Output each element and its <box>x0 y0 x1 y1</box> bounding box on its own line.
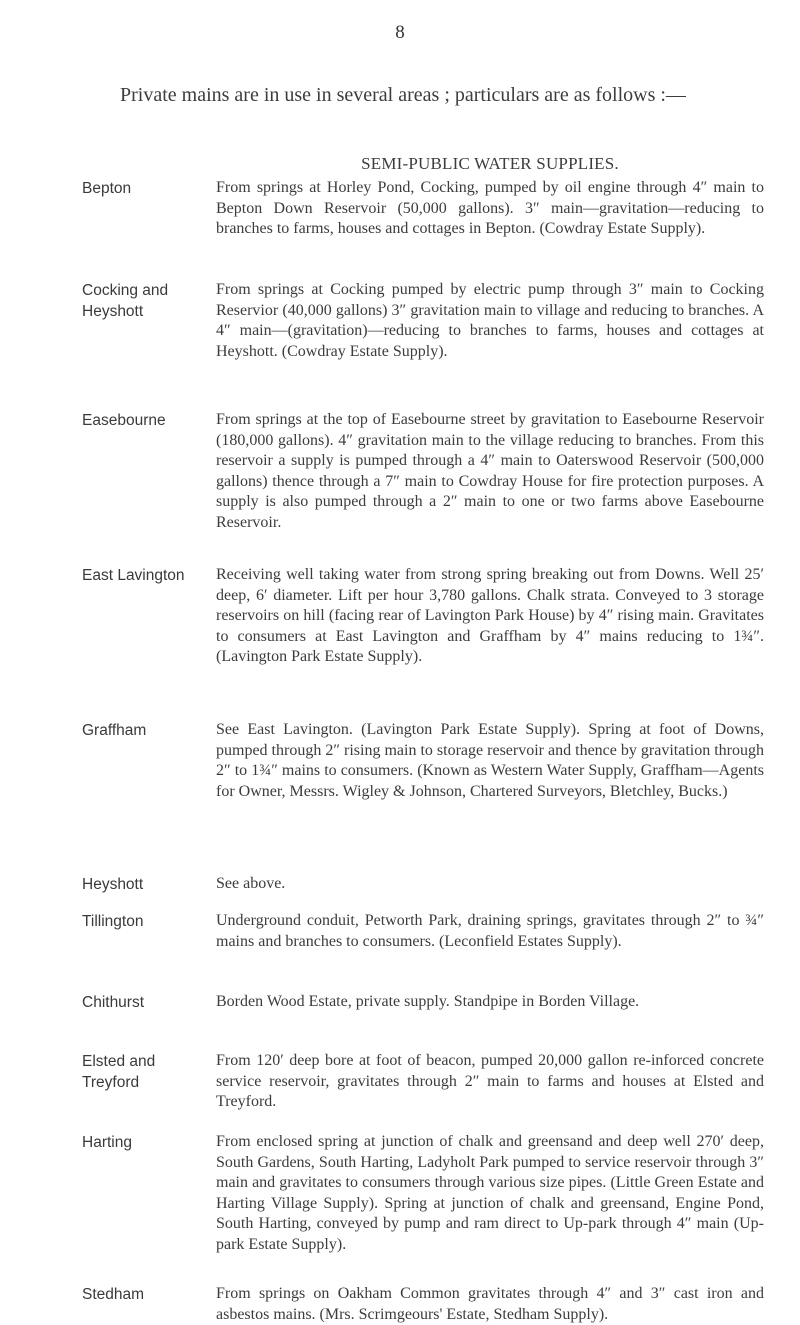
place-name: East Lavington <box>82 567 185 584</box>
entry-description: From 120′ deep bore at foot of beacon, pumped 20,000 gallon re-inforced concrete service reservoir, gravitates through 2″ main to farms and houses at Elsted and Treyford. <box>216 1052 764 1110</box>
entry-description: Receiving well taking water from strong spring breaking out from Downs. Well 25′ deep, 6′ diameter. Lift per hour 3,780 gallons. Chalk strata. Conveyed to 3 storage reservoirs on hill (facing rear of Lavington Park House) by 4″ rising main. Gravitates to consumers at East Lavington and Graffham by 4″ mains reducing to 1¾″. (Lavington Park Estate Supply). <box>216 566 764 665</box>
place-name: Bepton <box>82 180 132 197</box>
page-number: 8 <box>395 22 405 43</box>
section-heading: SEMI-PUBLIC WATER SUPPLIES. <box>361 154 619 173</box>
place-name: Tillington <box>82 913 144 930</box>
place-name: Harting <box>82 1134 132 1151</box>
entry-description: From springs at the top of Easebourne street by gravitation to Easebourne Reservoir (180,000 gallons). 4″ gravitation main to the village reducing to branches. From this reservoir a supply is pumped through a 4″ main to Oaterswood Reservoir (500,000 gallons) thence through a 7″ main to Cowdray House for fire protection purposes. A supply is also pumped through a 2″ main to one or two farms above Easebourne Reservoir. <box>216 411 764 531</box>
entry-description: From springs on Oakham Common gravitates through 4″ and 3″ cast iron and asbestos mains. (Mrs. Scrimgeours' Estate, Stedham Supply). <box>216 1285 764 1323</box>
entry-description: From springs at Horley Pond, Cocking, pumped by oil engine through 4″ main to Bepton Down Reservoir (50,000 gallons). 3″ main—gravitation—reducing to branches to farms, houses and cottages in Bepton. (Cowdray Estate Supply). <box>216 179 764 237</box>
place-name: Cocking and Heyshott <box>82 282 169 320</box>
place-name: Graffham <box>82 722 147 739</box>
place-name: Easebourne <box>82 412 166 429</box>
entry-description: Borden Wood Estate, private supply. Standpipe in Borden Village. <box>216 993 640 1010</box>
place-name: Chithurst <box>82 994 145 1011</box>
place-name: Stedham <box>82 1286 145 1303</box>
entry-description: See above. <box>216 875 286 892</box>
place-name: Elsted and Treyford <box>82 1053 156 1091</box>
entry-description: See East Lavington. (Lavington Park Estate Supply). Spring at foot of Downs, pumped through 2″ rising main to storage reservoir and thence by gravitation through 2″ to 1¾″ mains to consumers. (Known as Western Water Supply, Graffham—Agents for Owner, Messrs. Wigley & Johnson, Chartered Surveyors, Bletchley, Bucks.) <box>216 721 764 800</box>
entry-description: From enclosed spring at junction of chalk and greensand and deep well 270′ deep, South Gardens, South Harting, Ladyholt Park pumped to service reservoir through 3″ main and gravitates to consumers through various size pipes. (Little Green Estate and Harting Village Supply). Spring at junction of chalk and greensand, Engine Pond, South Harting, conveyed by pump and ram direct to Up-park through 4″ main (Up-park Estate Supply). <box>216 1133 764 1253</box>
intro-paragraph: Private mains are in use in several areas ; particulars are as follows :— <box>120 84 686 106</box>
entry-description: From springs at Cocking pumped by electric pump through 3″ main to Cocking Reservior (40,000 gallons) 3″ gravitation main to village and reducing to branches. A 4″ main—(gravitation)—reducing to branches to farms, houses and cottages at Heyshott. (Cowdray Estate Supply). <box>216 281 764 360</box>
entry-description: Underground conduit, Petworth Park, draining springs, gravitates through 2″ to ¾″ mains and branches to consumers. (Leconfield Estates Supply). <box>216 912 764 950</box>
place-name: Heyshott <box>82 876 144 893</box>
